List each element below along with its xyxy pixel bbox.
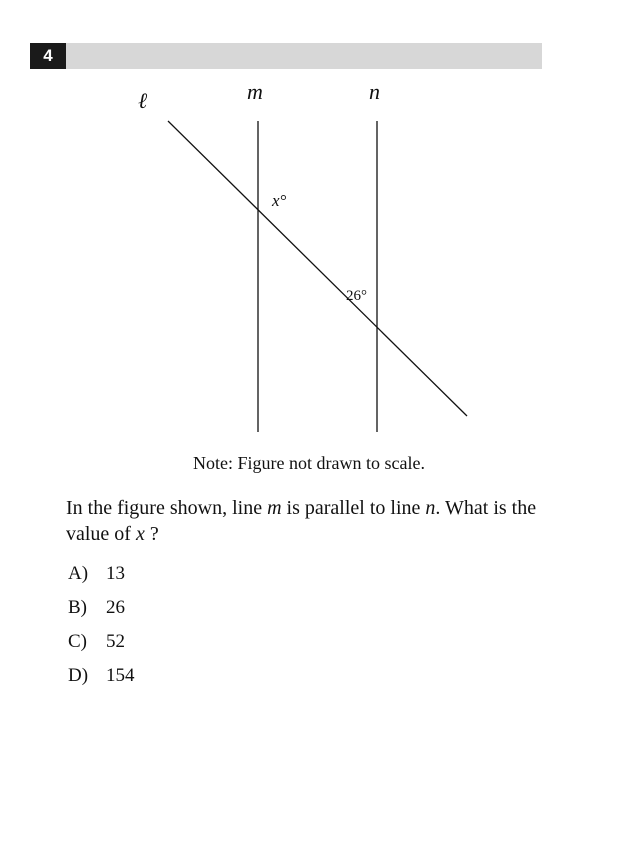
stem-var-x: x: [135, 523, 145, 545]
stem-text-4: ?: [144, 523, 159, 545]
question-number: 4: [30, 43, 66, 69]
choice-value: 13: [106, 563, 125, 584]
angle-x-label: x°: [272, 191, 287, 210]
stem-var-n: n: [425, 497, 436, 519]
choice-a[interactable]: [68, 562, 368, 596]
choice-letter: B): [68, 597, 87, 618]
stem-text-1: In the figure shown, line: [66, 497, 268, 519]
choice-value: 154: [106, 665, 135, 686]
answer-choices: [68, 562, 368, 698]
choice-value: 52: [106, 631, 125, 652]
stem-text-2: is parallel to line: [281, 497, 426, 519]
choice-letter: C): [68, 631, 87, 652]
choice-b[interactable]: [68, 596, 368, 630]
angle-26-label: 26°: [346, 288, 367, 304]
question-stem: [66, 495, 556, 547]
line-l: [168, 121, 467, 416]
line-label-m: m: [247, 79, 263, 104]
choice-value: 26: [106, 597, 125, 618]
stem-text-3: . What is the value of: [66, 497, 537, 545]
choice-c[interactable]: [68, 630, 368, 664]
choice-letter: D): [68, 665, 89, 686]
line-label-n: n: [369, 79, 380, 104]
choice-d[interactable]: [68, 664, 368, 698]
figure-note: Note: Figure not drawn to scale.: [193, 453, 425, 473]
stem-var-m: m: [267, 497, 282, 519]
choice-letter: A): [68, 563, 89, 584]
line-label-l: ℓ: [138, 88, 148, 113]
